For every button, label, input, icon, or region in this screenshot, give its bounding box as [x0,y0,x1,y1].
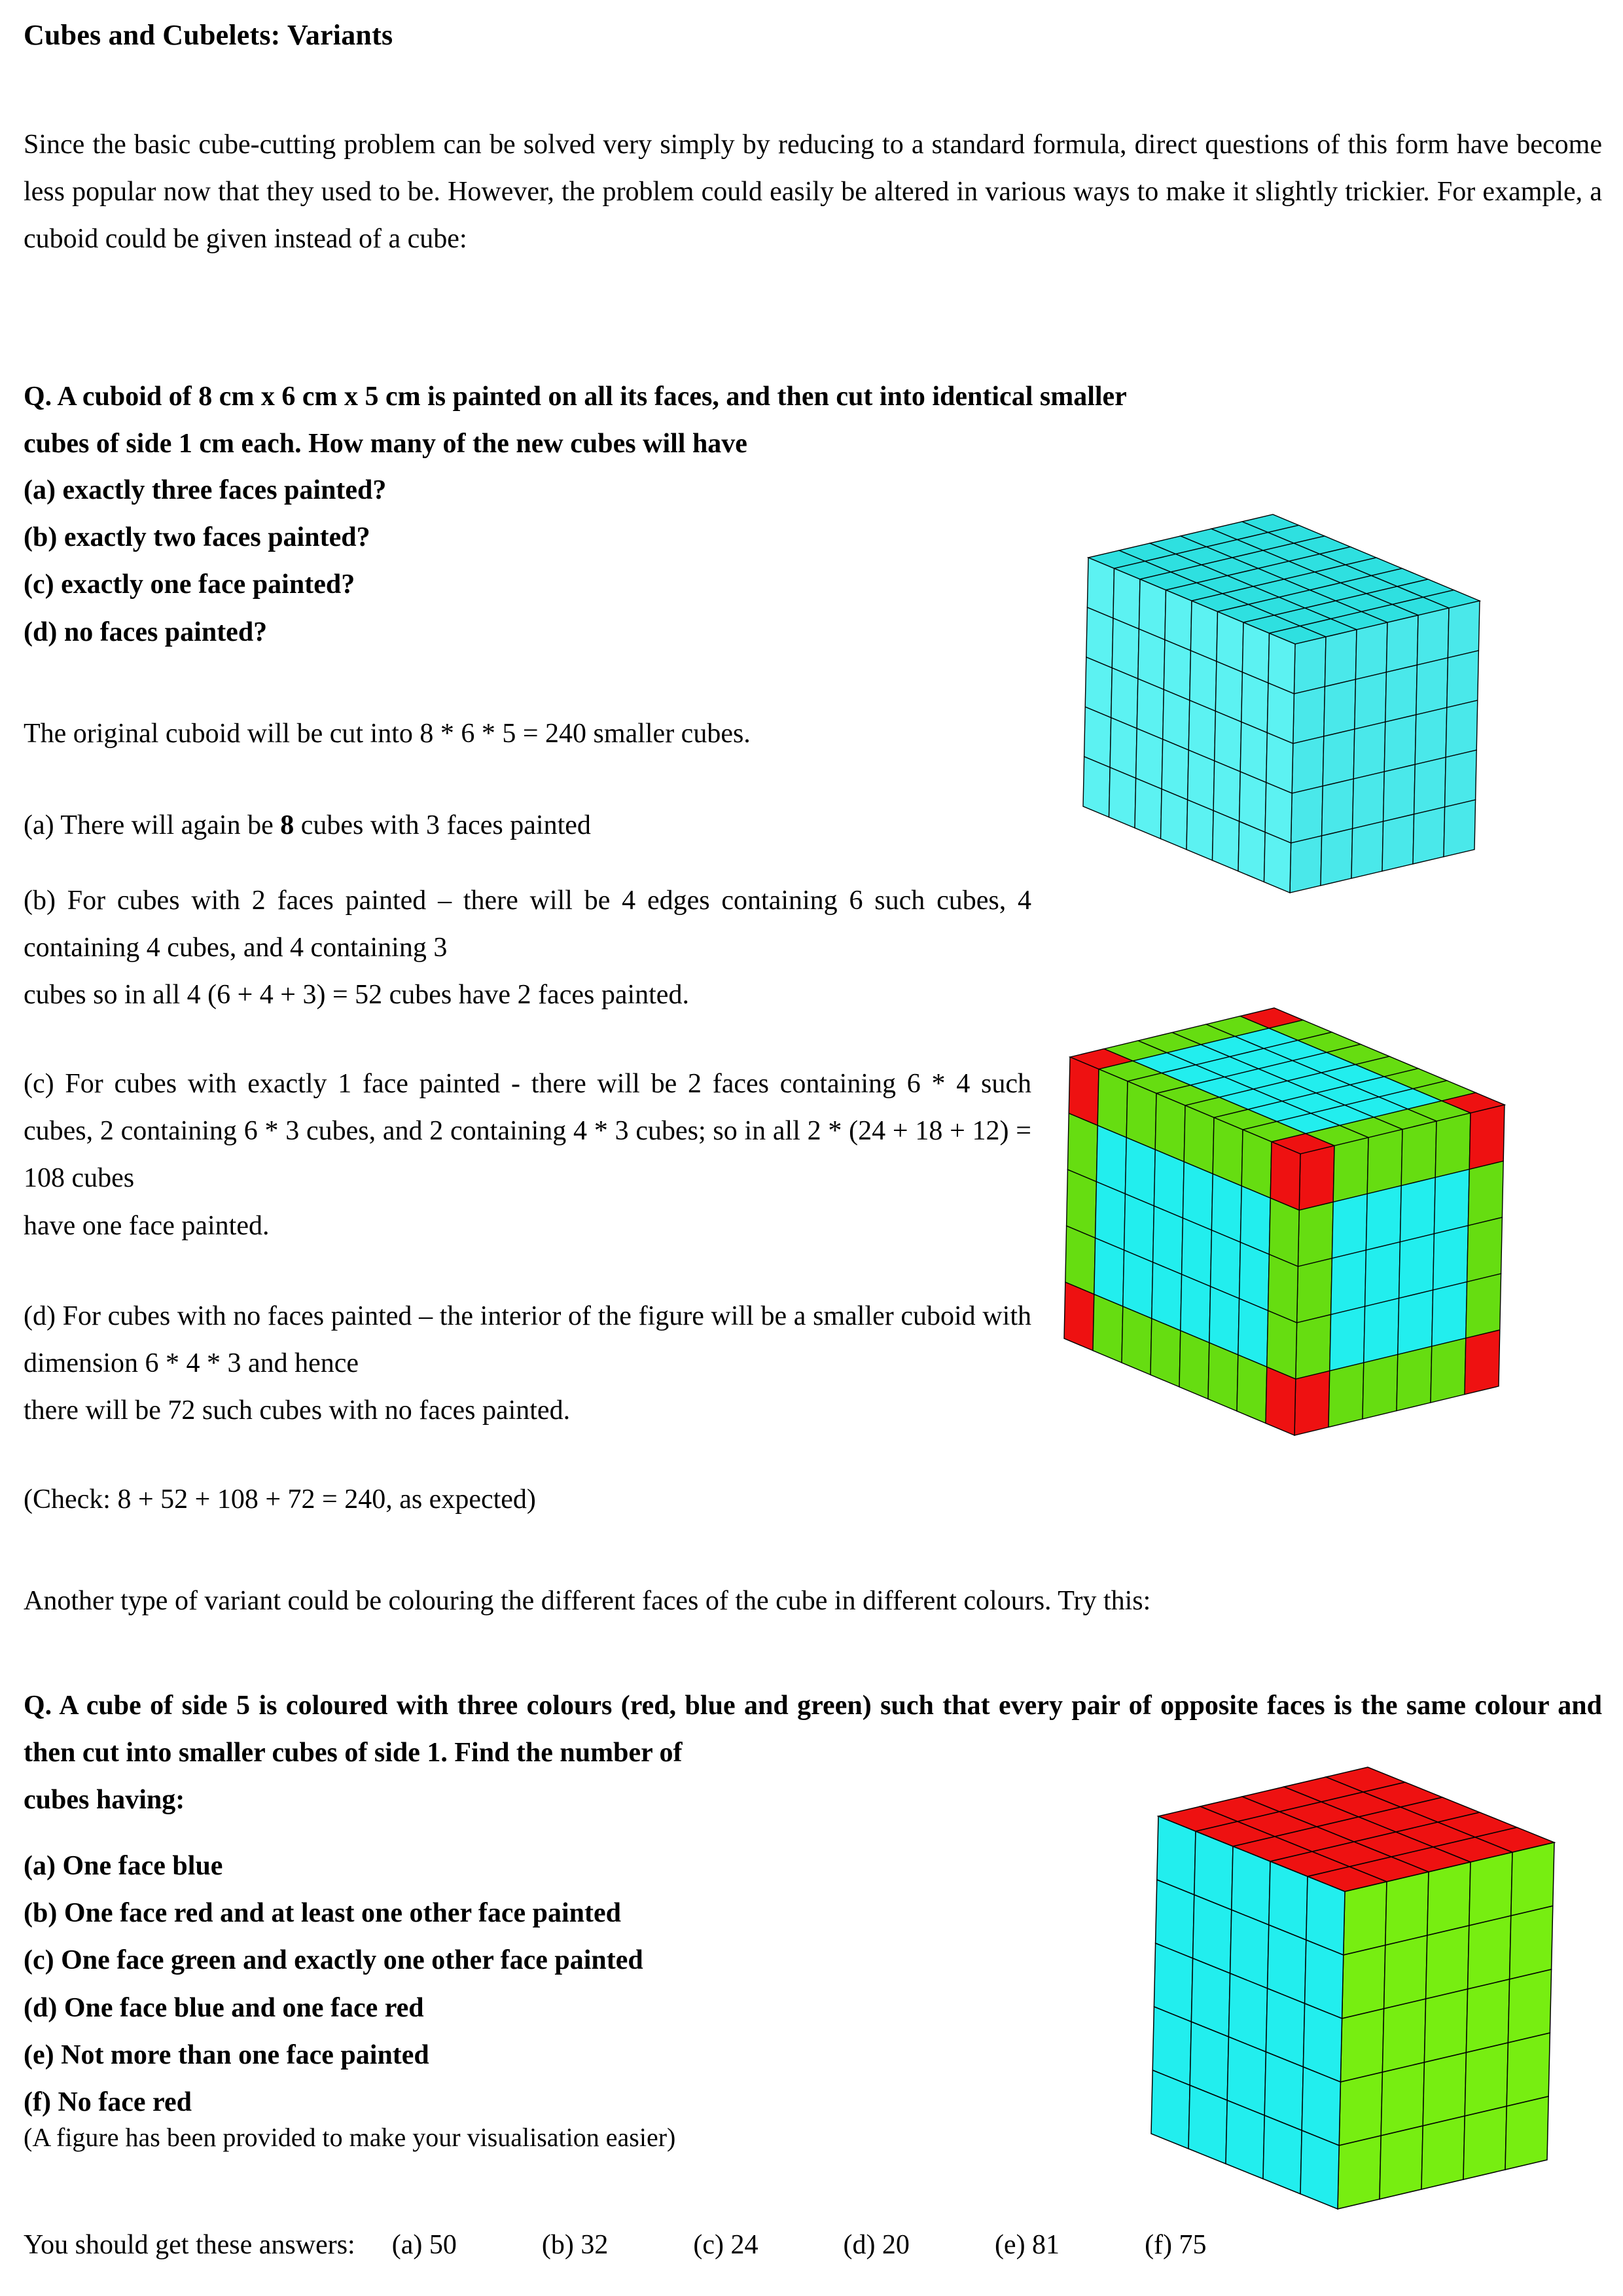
answers-label: You should get these answers: [24,2230,355,2260]
question-1-item-d: (d) no faces painted? [24,617,268,647]
solution-1-part-b-last: cubes so in all 4 (6 + 4 + 3) = 52 cubes have 2 faces painted. [24,980,689,1011]
question-2-item-f: (f) No face red [24,2087,192,2118]
solution-1-part-d [24,1293,1031,1435]
figure-coloured-cuboid [1050,978,1594,1512]
solution-1-part-d-last: there will be 72 such cubes with no faces painted. [24,1395,571,1426]
answer-b: (b) 32 [541,2230,609,2260]
question-2-item-e: (e) Not more than one face painted [24,2039,429,2070]
question-1-item-a: (a) exactly three faces painted? [24,475,387,505]
answer-c: (c) 24 [693,2230,758,2260]
answer-d: (d) 20 [843,2230,910,2260]
question-2-stem-line-1: Q. A cube of side 5 is coloured with three colours (red, blue and green) such that every pair of [24,1691,1152,1721]
question-1-items [24,467,940,656]
solution-1-part-a-value: 8 [280,810,294,840]
question-1-item-b: (b) exactly two faces painted? [24,522,370,553]
figure-tricolour-cube [1135,1761,1623,2219]
solution-1-part-c [24,1060,1031,1249]
solution-1-part-b-main: (b) For cubes with 2 faces painted – there will be 4 edges containing 6 such cubes, 4 containing 4 cubes, and 4 containing 3 [24,886,1031,963]
question-1-stem-line-1: Q. A cuboid of 8 cm x 6 cm x 5 cm is painted on all its faces, and then cut into identical smaller [24,382,1127,412]
figure-plain-cuboid [1070,504,1541,969]
solution-1-part-a-post: cubes with 3 faces painted [294,810,591,840]
question-2-item-c: (c) One face green and exactly one other face painted [24,1945,643,1976]
question-1-stem-line-2: cubes of side 1 cm each. How many of the new cubes will have [24,429,747,459]
intro-paragraph: Since the basic cube-cutting problem can be solved very simply by reducing to a standard formula, direct questions of this form have become less popular now that they used to be. However, the problem could easily be altered in various ways to make it slightly trickier. For example, a cuboid could be given instead of a cube: [24,130,1602,255]
answer-a: (a) 50 [391,2230,457,2260]
answer-f: (f) 75 [1145,2230,1207,2260]
solution-1-part-c-main: (c) For cubes with exactly 1 face painted - there will be 2 faces containing 6 * 4 such cubes, 2 containing 6 * 3 cubes, and 2 containing 4 * 3 cubes; so in all 2 * (24 + 18 + 12) = 108 cubes [24,1069,1031,1194]
question-1-item-c: (c) exactly one face painted? [24,569,355,600]
question-2-item-a: (a) One face blue [24,1851,223,1881]
question-1-stem [24,373,1602,467]
answer-e: (e) 81 [994,2230,1060,2260]
question-2-stem-line-2: opposite faces is the same colour and then cut into smaller cubes of side 1. Find the number of [24,1691,1603,1768]
transition-paragraph: Another type of variant could be colouring the different faces of the cube in different colours. Try this: [24,1586,1151,1616]
page-title: Cubes and Cubelets: Variants [24,19,393,51]
solution-1-part-b [24,877,1031,1019]
question-2-item-d: (d) One face blue and one face red [24,1992,424,2023]
solution-1-part-a-pre: (a) There will again be [24,810,281,840]
solution-1-check-line: (Check: 8 + 52 + 108 + 72 = 240, as expected) [24,1484,536,1515]
answers-line [24,2229,1602,2261]
question-2-items [24,1842,1005,2126]
question-2-stem-line-3: cubes having: [24,1785,185,1816]
solution-1-part-d-main: (d) For cubes with no faces painted – the interior of the figure will be a smaller cuboid with dimension 6 * 4 * 3 and hence [24,1301,1031,1379]
question-2-item-b: (b) One face red and at least one other face painted [24,1898,622,1929]
solution-1-total: The original cuboid will be cut into 8 * 6 * 5 = 240 smaller cubes. [24,719,751,749]
solution-1-part-c-last: have one face painted. [24,1210,270,1241]
question-2-figure-note: (A figure has been provided to make your visualisation easier) [24,2123,676,2152]
solution-1-part-a [24,802,1031,849]
